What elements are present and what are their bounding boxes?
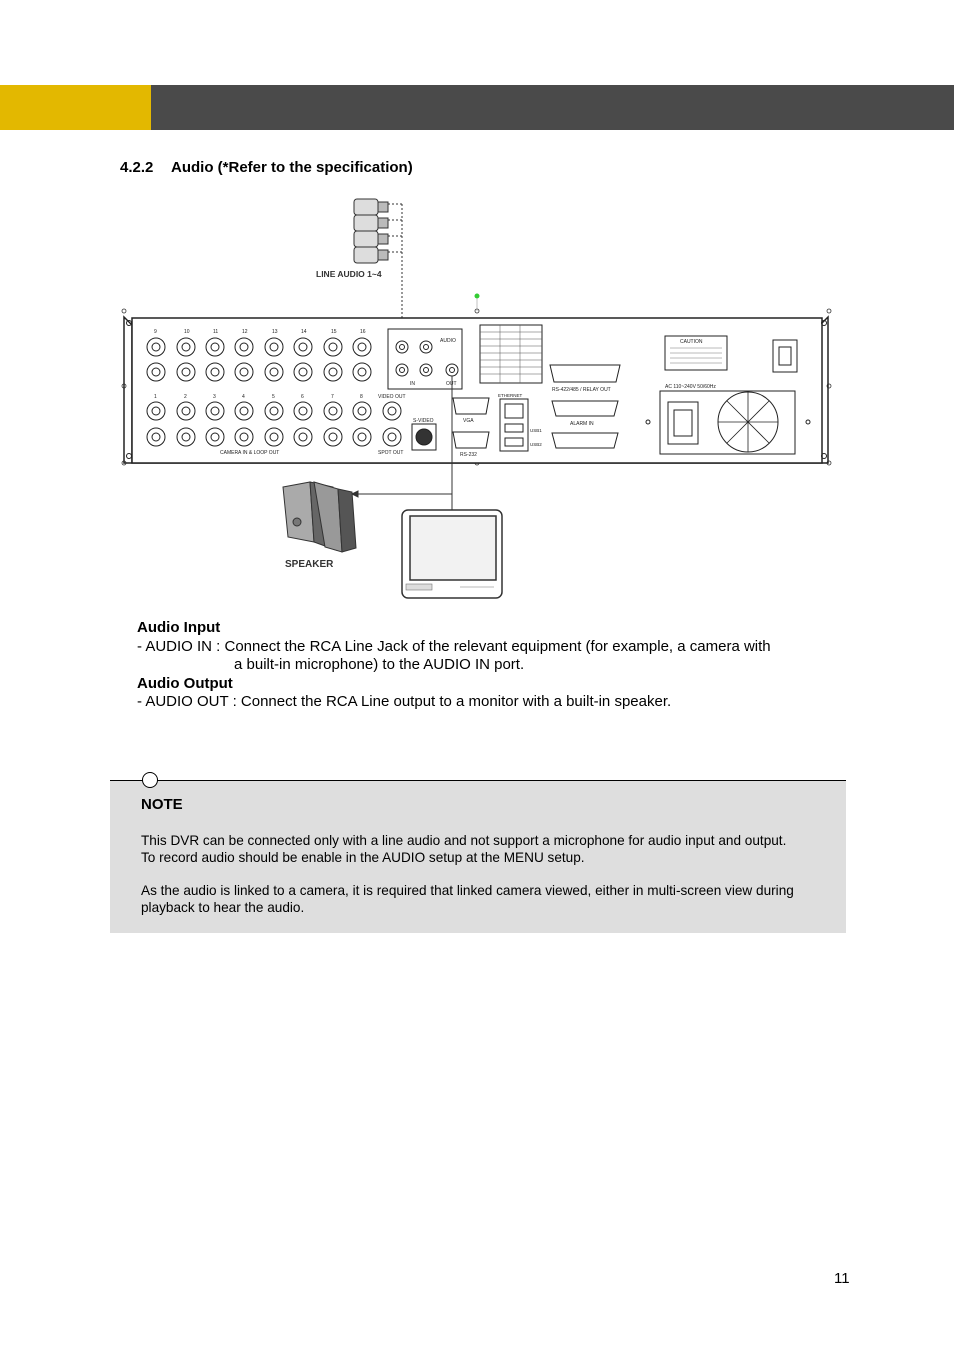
svg-text:7: 7 — [331, 394, 334, 400]
svg-text:10: 10 — [184, 329, 190, 335]
svg-text:OUT: OUT — [446, 381, 457, 387]
dip-switch-table — [480, 325, 542, 383]
line-audio-cameras-icon — [354, 199, 388, 263]
audio-output-heading: Audio Output — [137, 674, 233, 692]
svg-text:6: 6 — [301, 394, 304, 400]
speaker-label: SPEAKER — [285, 559, 334, 570]
svg-text:IN: IN — [410, 381, 415, 387]
db-connectors — [550, 365, 620, 448]
svg-text:12: 12 — [242, 329, 248, 335]
svg-text:AC 110~240V 50/60Hz: AC 110~240V 50/60Hz — [665, 384, 716, 390]
svg-text:USB1: USB1 — [530, 428, 542, 433]
svg-text:11: 11 — [213, 329, 219, 335]
svg-text:VGA: VGA — [463, 418, 474, 424]
note-paragraph-1 — [141, 832, 841, 866]
power-switch — [773, 340, 797, 372]
svg-text:1: 1 — [154, 394, 157, 400]
audio-description — [137, 619, 837, 712]
caution-label — [665, 336, 727, 370]
audio-in-dotted-lines — [388, 204, 402, 332]
svg-text:AUDIO: AUDIO — [440, 338, 456, 344]
svg-text:3: 3 — [213, 394, 216, 400]
audio-connection-diagram — [120, 192, 834, 602]
svg-text:CAMERA IN & LOOP OUT: CAMERA IN & LOOP OUT — [220, 450, 280, 456]
svg-text:9: 9 — [154, 329, 157, 335]
svg-text:RS-232: RS-232 — [460, 452, 477, 458]
svg-text:ETHERNET: ETHERNET — [498, 393, 523, 398]
note-title: NOTE — [141, 796, 183, 813]
note-p1-line1: This DVR can be connected only with a line audio and not support a microphone for audio input and output. — [141, 833, 787, 848]
note-box — [110, 781, 846, 933]
audio-in-line1: - AUDIO IN : Connect the RCA Line Jack of the relevant equipment (for example, a camera with — [137, 637, 771, 655]
section-title: Audio (*Refer to the specification) — [171, 159, 413, 176]
header-accent-bar — [0, 85, 151, 130]
rotation-handle — [475, 294, 480, 299]
note-p2-line2: playback to hear the audio. — [141, 900, 305, 915]
note-p2-line1: As the audio is linked to a camera, it is required that linked camera viewed, either in multi-screen view during — [141, 883, 794, 898]
audio-out-line: - AUDIO OUT : Connect the RCA Line output to a monitor with a built-in speaker. — [137, 693, 672, 711]
monitor-icon — [402, 510, 502, 598]
svg-text:16: 16 — [360, 329, 366, 335]
svg-text:5: 5 — [272, 394, 275, 400]
audio-input-heading: Audio Input — [137, 619, 221, 636]
line-audio-label: LINE AUDIO 1~4 — [316, 269, 382, 279]
note-p1-line2: To record audio should be enable in the AUDIO setup at the MENU setup. — [141, 850, 585, 865]
audio-in-line2: a built-in microphone) to the AUDIO IN port. — [234, 656, 525, 674]
section-heading — [120, 159, 413, 176]
svg-text:CAUTION: CAUTION — [680, 339, 703, 345]
svg-text:SPOT OUT: SPOT OUT — [378, 450, 404, 456]
power-inlet-fan — [646, 384, 810, 454]
note-circle-icon — [142, 772, 158, 788]
svg-text:USB2: USB2 — [530, 442, 542, 447]
svg-text:2: 2 — [184, 394, 187, 400]
note-paragraph-2 — [141, 882, 841, 916]
svg-text:8: 8 — [360, 394, 363, 400]
dvr-rear-panel — [124, 317, 828, 463]
speaker-icon — [283, 482, 356, 552]
svg-text:RS-422/485 / RELAY OUT: RS-422/485 / RELAY OUT — [552, 387, 611, 393]
svideo-port — [412, 418, 436, 450]
section-number: 4.2.2 — [120, 159, 154, 176]
svg-text:VIDEO OUT: VIDEO OUT — [378, 394, 406, 400]
audio-port-block — [388, 329, 462, 389]
svg-text:14: 14 — [301, 329, 307, 335]
svg-text:4: 4 — [242, 394, 245, 400]
svg-text:S-VIDEO: S-VIDEO — [413, 418, 434, 424]
header-bar — [151, 85, 954, 130]
svg-text:15: 15 — [331, 329, 337, 335]
svg-text:ALARM IN: ALARM IN — [570, 421, 594, 427]
svg-text:13: 13 — [272, 329, 278, 335]
page-number: 11 — [834, 1270, 850, 1287]
